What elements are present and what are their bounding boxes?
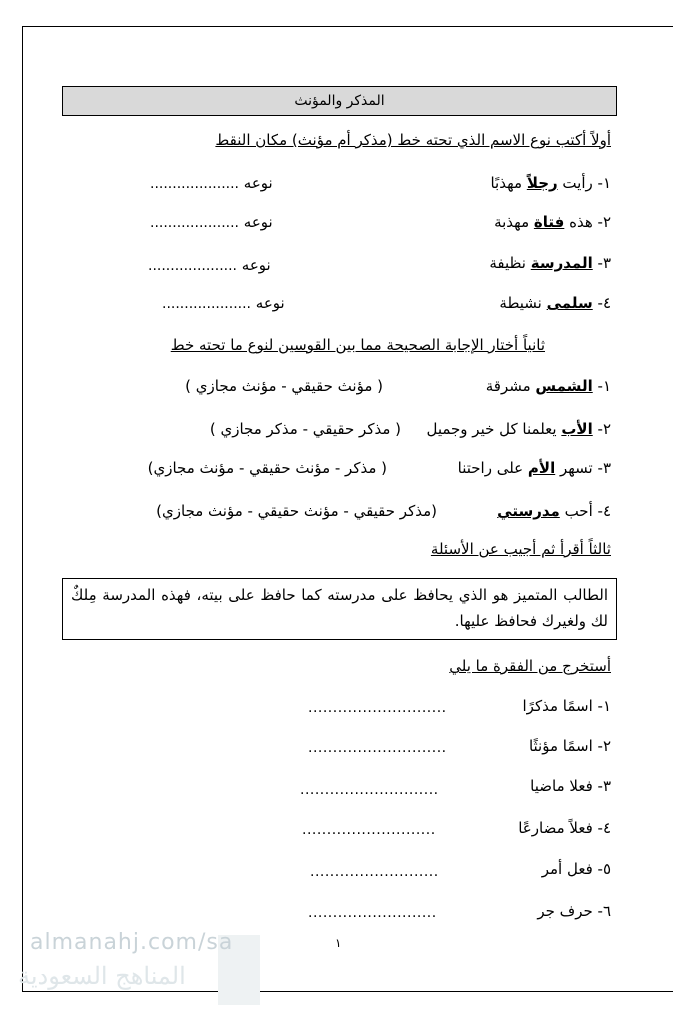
item-number: ١- — [597, 174, 611, 192]
item-text-after: نشيطة — [499, 294, 547, 312]
item-number: ١- — [597, 377, 611, 395]
type-label: نوعه — [243, 174, 273, 192]
item-label: اسمًا مذكرًا — [522, 697, 598, 715]
extract-item-4 — [518, 819, 611, 837]
item-text-after: مهذبًا — [490, 174, 527, 192]
item-number: ٢- — [597, 420, 611, 438]
item-label: فعل أمر — [541, 860, 598, 878]
underlined-word: الأب — [561, 420, 593, 438]
extract-heading: أستخرج من الفقرة ما يلي — [449, 657, 611, 675]
item-label: فعلا ماضيا — [530, 777, 598, 795]
answer-dots: .................... — [150, 215, 240, 231]
section1-answer-2[interactable] — [150, 213, 273, 231]
section2-options-2[interactable]: ( مذكر حقيقي - مذكر مجازي ) — [209, 420, 401, 438]
item-label: حرف جر — [537, 902, 598, 920]
section2-item-1 — [486, 377, 611, 395]
item-number: ٢- — [597, 737, 611, 755]
section2-options-3[interactable]: ( مذكر - مؤنث حقيقي - مؤنث مجازي) — [147, 459, 387, 477]
item-number: ٤- — [597, 502, 611, 520]
section1-item-1 — [490, 174, 611, 192]
underlined-word: الشمس — [535, 377, 593, 395]
extract-item-1 — [523, 697, 612, 715]
item-text-before: تسهر — [555, 459, 598, 477]
item-text-after: على راحتنا — [457, 459, 528, 477]
section1-answer-1[interactable] — [150, 174, 273, 192]
extract-answer-5[interactable]: .......................... — [310, 864, 439, 880]
type-label: نوعه — [243, 213, 273, 231]
extract-item-3 — [530, 777, 611, 795]
section1-item-4 — [499, 294, 611, 312]
section2-item-2 — [426, 420, 611, 438]
item-label: اسمًا مؤنثًا — [528, 737, 598, 755]
item-text-after: نظيفة — [489, 254, 531, 272]
item-number: ٣- — [597, 777, 611, 795]
section2-heading: ثانياً أختار الإجابة الصحيحة مما بين القوسين لنوع ما تحته خط — [170, 336, 545, 354]
type-label: نوعه — [241, 256, 271, 274]
underlined-word: رجلاً — [526, 174, 558, 192]
item-text-after: مهذبة — [494, 213, 534, 231]
item-text-before: هذه — [564, 213, 598, 231]
reading-passage: الطالب المتميز هو الذي يحافظ على مدرسته كما حافظ على بيته، فهذه المدرسة مِلكٌ لك ولغيرك فحافظ عليها. — [62, 578, 617, 640]
section1-heading: أولاً أكتب نوع الاسم الذي تحته خط (مذكر أم مؤنث) مكان النقط — [215, 131, 611, 149]
watermark-site: almanahj.com/sa — [30, 930, 234, 955]
page-title: المذكر والمؤنث — [62, 86, 617, 116]
type-label: نوعه — [255, 294, 285, 312]
page-number: ١ — [335, 936, 342, 950]
item-number: ٢- — [597, 213, 611, 231]
extract-answer-6[interactable]: .......................... — [308, 905, 437, 921]
answer-dots: .................... — [162, 296, 252, 312]
item-number: ٣- — [597, 254, 611, 272]
section2-options-4[interactable]: (مذكر حقيقي - مؤنث حقيقي - مؤنث مجازي) — [156, 502, 437, 520]
underlined-word: فتاة — [533, 213, 565, 231]
section3-heading: ثالثاً أقرأ ثم أجيب عن الأسئلة — [430, 540, 611, 558]
answer-dots: .................... — [148, 258, 238, 274]
extract-answer-4[interactable]: ........................... — [302, 822, 436, 838]
underlined-word: سلمى — [546, 294, 593, 312]
item-text-before: رأيت — [557, 174, 598, 192]
item-text-after: مشرقة — [485, 377, 536, 395]
item-number: ٥- — [597, 860, 611, 878]
item-text-before: أحب — [559, 502, 598, 520]
item-number: ٣- — [597, 459, 611, 477]
extract-answer-3[interactable]: ............................ — [300, 782, 439, 798]
extract-item-6 — [537, 902, 611, 920]
section1-answer-4[interactable] — [162, 294, 285, 312]
extract-answer-1[interactable]: ............................ — [308, 700, 447, 716]
section2-item-4 — [497, 502, 611, 520]
watermark-arabic: المناهج السعودية — [18, 962, 186, 990]
underlined-word: مدرستي — [497, 502, 560, 520]
answer-dots: .................... — [150, 176, 240, 192]
underlined-word: المدرسة — [530, 254, 593, 272]
item-number: ٦- — [597, 902, 611, 920]
extract-answer-2[interactable]: ............................ — [308, 740, 447, 756]
extract-item-5 — [542, 860, 611, 878]
section1-item-2 — [494, 213, 611, 231]
underlined-word: الأم — [527, 459, 556, 477]
item-text-after: يعلمنا كل خير وجميل — [426, 420, 562, 438]
section2-options-1[interactable]: ( مؤنث حقيقي - مؤنث مجازي ) — [185, 377, 383, 395]
item-number: ٤- — [597, 294, 611, 312]
item-label: فعلاً مضارعًا — [518, 819, 598, 837]
section1-answer-3[interactable] — [148, 256, 271, 274]
item-number: ٤- — [597, 819, 611, 837]
item-number: ١- — [597, 697, 611, 715]
section2-item-3 — [458, 459, 611, 477]
extract-item-2 — [529, 737, 611, 755]
section1-item-3 — [489, 254, 611, 272]
